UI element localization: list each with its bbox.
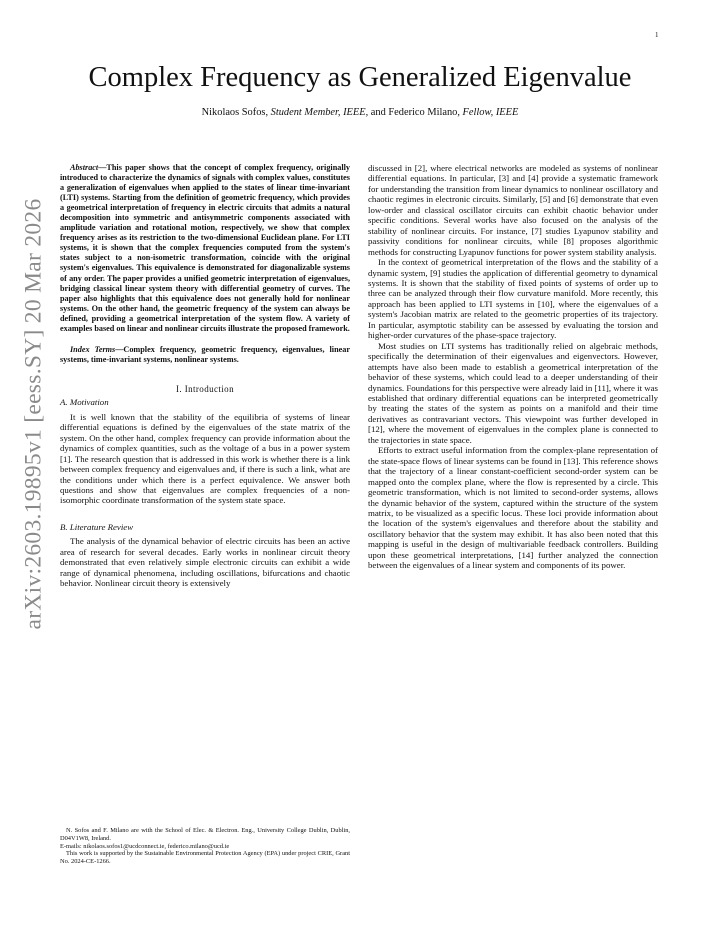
abstract-text: —This paper shows that the concept of complex frequency, originally introduced to characterize the dynamics of signals with complex values, constitutes a generalization of eigenvalues when applied to the states of linear time-invariant (LTI) systems. Starting from the definition of geometric frequency, which provides a geometrical interpretation of frequency in electric circuits that admits a natural decomposition into symmetric and antisymmetric components associated with amplitude variation and rotational motion, respectively, we show that complex frequency arises as its restriction to the two-dimensional Euclidean plane. For LTI systems, it is shown that the complex frequencies computed from the system's states subject to a non-isometric transformation, coincide with the original system's eigenvalues. This equivalence is demonstrated for diagonalizable systems of any order. The paper provides a unified geometric interpretation of eigenvalues, bridging classical linear system theory with differential geometry of curves. The paper also highlights that this equivalence does not generally hold for nonlinear systems. On the other hand, the geometric frequency of the system can always be defined, providing a geometrical interpretation of the system flow. A variety of examples based on linear and nonlinear circuits illustrate the proposed framework. bbox=[60, 163, 350, 333]
paragraph-right-4: Efforts to extract useful information from the complex-plane representation of the state-space flows of linear systems can be found in [13]. This reference shows that the trajectory of a linear constant-coefficient second-order system can be mapped onto the complex plane, where the flow is represented by a circle. This geometric transformation, which is not limited to second-order systems, allows the dynamic behavior of the system, captured within the structure of the system matrix, to be visualized as a specific locus. These loci provide information about the location of the system's eigenvalues and therefore about the stability and oscillatory behavior that the system may exhibit. It has also been noted that this mapping is useful in the design of multivariable feedback controllers. Building upon these geometrical interpretations, [14] further analyzed the connection between the eigenvalues of a linear system and components of its power. bbox=[368, 445, 658, 571]
footnote-affiliation: N. Sofos and F. Milano are with the School of Elec. & Electron. Eng., University College Dublin, Dublin, D04V1W8, Ireland. bbox=[60, 827, 350, 842]
author-2-role: Fellow, IEEE bbox=[462, 107, 519, 118]
left-column bbox=[60, 163, 350, 589]
footnote-emails: E-mails: nikolaos.sofos1@ucdconnect.ie, federico.milano@ucd.ie bbox=[60, 842, 230, 850]
footnote bbox=[60, 827, 350, 866]
paragraph-literature-review: The analysis of the dynamical behavior of electric circuits has been an active area of research for several decades. Early works in nonlinear circuit theory demonstrated that even relatively simple electronic circuits can exhibit a wide range of dynamical phenomena, including oscillations, bifurcations and chaotic behavior. Nonlinear circuit theory is extensively bbox=[60, 536, 350, 589]
footnote-funding: This work is supported by the Sustainable Environmental Protection Agency (EPA) under project CRIE, Grant No. 2024-CE-1266. bbox=[60, 850, 350, 866]
author-line bbox=[0, 107, 720, 118]
paragraph-motivation: It is well known that the stability of the equilibria of systems of linear differential equations is defined by the eigenvalues of the state matrix of the system. On the other hand, complex frequency can provide information about the dynamics of complex quantities, such as the voltage of a bus in a power system [1]. The research question that is addressed in this work is whether there is a link between complex frequency and eigenvalues and, if there is such a link, what are the conditions under which there is a perfect equivalence. We answer both questions and show that eigenvalues are complex frequencies of a non-isomorphic coordinate transformation of the system state space. bbox=[60, 411, 350, 506]
abstract-label: Abstract bbox=[70, 163, 99, 172]
page-number: 1 bbox=[655, 31, 659, 39]
paragraph-right-1: discussed in [2], where electrical networks are modeled as systems of nonlinear differential equations. In particular, [3] and [4] provide a systematic framework for understanding the transition from linear dynamics to nonlinear oscillatory and chaotic regimes in electronic circuits. Similarly, [5] and [6] demonstrate that even low-order and classical oscillator circuits can exhibit chaotic behavior under specific conditions. Several works have also focused on the analysis of the stability of nonlinear circuits. For instance, [7] studies Lyapunov stability and passivity conditions for nonlinear circuits, while [8] proposes algorithmic methods for constructing Lyapunov functions for power system stability analysis. bbox=[368, 163, 658, 257]
index-terms bbox=[60, 345, 350, 365]
paper-title: Complex Frequency as Generalized Eigenvalue bbox=[88, 62, 632, 93]
paragraph-right-2: In the context of geometrical interpretation of the flows and the stability of a dynamic system, [9] studies the application of differential geometry to dynamical systems. It is shown that the stability of fixed points of systems of order up to three can be analyzed through their flow curvature manifold. More recently, this approach has been applied to LTI systems in [10], where the eigenvalues of a system's Jacobian matrix are related to the geometric properties of its trajectory. In particular, asymptotic stability can be assessed by evaluating the torsion and higher-order curvatures of the phase-space trajectory. bbox=[368, 257, 658, 341]
author-2-name: and Federico Milano, bbox=[368, 107, 463, 118]
section-heading-introduction: I. Introduction bbox=[176, 383, 234, 394]
arxiv-stamp: arXiv:2603.19895v1 [eess.SY] 20 Mar 2026 bbox=[20, 198, 47, 630]
abstract bbox=[60, 163, 350, 334]
paragraph-right-3: Most studies on LTI systems has traditionally relied on algebraic methods, specifically the determination of their eigenvalues and eigenvectors. However, attempts have also been made to establish a geometrical interpretation of the behavior of these systems, which could lead to a deeper understanding of their dynamics. Foundations for this perspective were already laid in [11], where it was established that ordinary differential equations can be interpreted geometrically by treating the states of the system as points on a manifold and their time derivatives as contravariant vectors. This viewpoint was further developed in [12], where the movement of eigenvalues in the complex plane is connected to the trajectories in state space. bbox=[368, 340, 658, 445]
subsection-heading-literature-review: B. Literature Review bbox=[60, 521, 134, 532]
subsection-heading-motivation: A. Motivation bbox=[60, 397, 109, 408]
right-column bbox=[368, 163, 658, 571]
index-terms-label: Index Terms bbox=[70, 344, 116, 354]
author-1-role: Student Member, IEEE, bbox=[270, 107, 369, 118]
index-terms-text: —Complex frequency, geometric frequency, eigenvalues, linear systems, time-invariant systems, nonlinear systems. bbox=[60, 344, 350, 364]
author-1-name: Nikolaos Sofos, bbox=[201, 107, 271, 118]
